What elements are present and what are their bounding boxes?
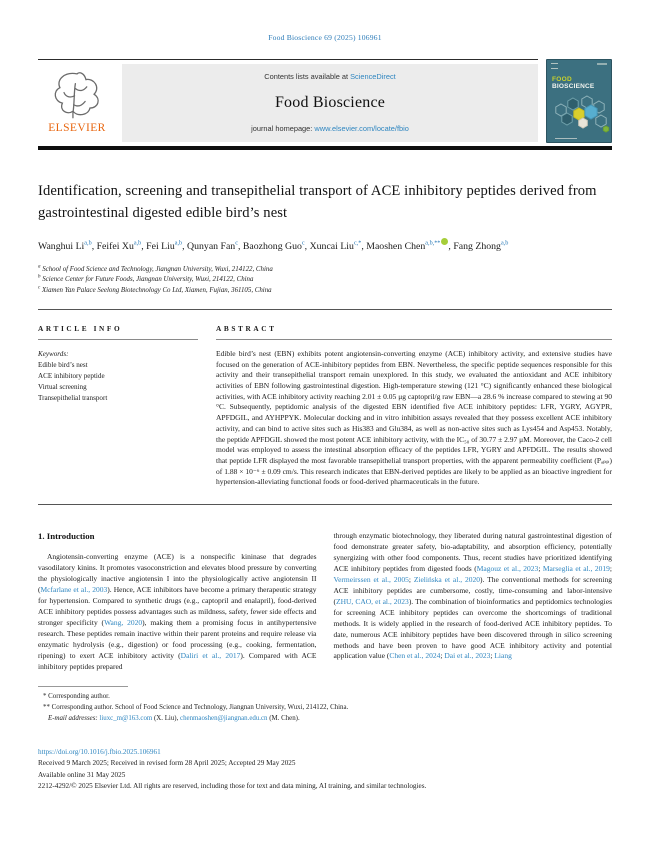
publication-history: Received 9 March 2025; Received in revised form 28 April 2025; Accepted 29 May 2025 xyxy=(38,759,296,768)
text-segment: through enzymatic biotechnology, they liberated during natural gastrointestinal digestion of food demonstrate greater safety, bio-adaptability, and absorption efficiency, potentially synergizing with other food components. Thus, recent studies have prioritized identifying ACE inhibitory peptides from digested foods ( xyxy=(333,531,612,573)
text-segment: ; xyxy=(408,574,414,584)
text-segment: ). The combination of bioinformatics and peptidomics technologies for screening ACE inhibitory peptides can overcome the shortcomings of traditional methods. It is widely applied in the research of food-derived ACE inhibitory peptides. To date, numerous ACE inhibitory peptides have been discovered through in silico screening methods and have been proven to have good ACE inhibitory activity and potential application value ( xyxy=(333,596,612,661)
cover-volume-mark xyxy=(597,63,607,65)
intro-paragraph-right xyxy=(334,531,613,662)
footnote-emails xyxy=(38,714,612,725)
abstract xyxy=(216,324,612,488)
text-segment: journal homepage: xyxy=(251,124,315,133)
keyword: ACE inhibitory peptide xyxy=(38,371,105,380)
link[interactable]: Daliri et al., 2017 xyxy=(180,650,241,660)
available-online: Available online 31 May 2025 xyxy=(38,770,126,779)
author-affiliation-sup: a,b xyxy=(174,239,183,247)
text-segment: ). Compared with ACE inhibitory peptides prepared xyxy=(38,650,317,671)
affiliation: $^a$ School of Food Science and Technology, Jiangnan University, Wuxi, 214122, China xyxy=(38,264,273,273)
author-affiliation-sup: a,b xyxy=(133,239,142,247)
author-list xyxy=(38,238,612,256)
footnote-corresponding-2: ** Corresponding author. School of Food Science and Technology, Jiangnan University, Wuxi, 214122, China. xyxy=(43,704,349,712)
author: Xuncai Liu$^{c,*}$, xyxy=(309,239,367,253)
section-heading: 1. Introduction xyxy=(38,531,95,542)
abstract-text: Edible bird’s nest (EBN) exhibits potent angiotensin-converting enzyme (ACE) inhibitory activity, and extensive studies have focused on the generation of ACE-inhibitory peptides from EBN. Nevertheless, the specific peptide sequences responsible for this activity and their transepithelial transport remain unexplored. In this study, we evaluated the antioxidant and ACE inhibitory activities of EBN following gastrointestinal digestion. High-temperature stewing (121 °C) significantly enhanced these biological activities, with ACE inhibitory activity reaching 2.01 ± 0.05 μg captopril/g raw EBN—a 28.6 % increase compared to stewing at 90 °C. Subsequently, peptidomic analysis of the digested EBN identified five ACE inhibitory peptides: LFR, YGRY, AGYPR, APFDGIL, and AYHPPYK. Molecular docking and in vitro inhibition assays revealed that they possess excellent ACE inhibitory activity, and can bind to active sites such as His383 and Glu384, as well as non-active sites such as Lys454 and Asp453. Notably, the peptide APFDGIL showed the most potent ACE inhibitory activity, with the IC₅₀ of 30.77 ± 2.97 μM. Moreover, the Caco-2 cell model was employed to assess the intestinal absorption efficacy of the peptides LFR, YGRY and APFDGIL. The results showed that peptide LFR displayed the most favorable transepithelial transport properties, with the apparent permeability coefficient (Pₐₚₚ) of 1.88 × 10⁻⁶ ± 0.09 cm/s. This research indicates that EBN-derived peptides are likely to be applied as an bioactive ingredient for hypertension-alleviating functional foods or food-derived pharmaceuticals in the future. xyxy=(216,348,612,487)
footnote-rule xyxy=(38,686,128,687)
footnotes xyxy=(38,686,612,724)
link[interactable]: chenmaoshen@jiangnan.edu.cn xyxy=(180,714,268,722)
abstract-heading: ABSTRACT xyxy=(216,323,277,333)
homepage-line xyxy=(130,124,530,133)
text-segment: Contents lists available at xyxy=(264,72,351,81)
text-segment: E-mail addresses: xyxy=(48,714,100,722)
article-info-heading: ARTICLE INFO xyxy=(38,323,123,333)
journal-cover-thumbnail[interactable] xyxy=(546,59,612,143)
author: Wanghui Li$^{a,b}$, xyxy=(38,239,97,253)
elsevier-wordmark: ELSEVIER xyxy=(48,122,106,134)
elsevier-logo xyxy=(38,64,116,142)
footnote-corresponding-1: * Corresponding author. xyxy=(43,693,110,701)
link[interactable]: Chen et al., 2024 xyxy=(389,651,441,661)
author: Qunyan Fan$^c$, xyxy=(187,239,243,253)
link[interactable]: Marseglia et al., 2019 xyxy=(542,563,610,573)
article-title: Identification, screening and transepithelial transport of ACE inhibitory peptides derived from gastrointestinal digested edible bird’s nest xyxy=(38,183,597,221)
author: Fang Zhong$^{a,b}$ xyxy=(453,239,509,253)
link[interactable]: liuxc_m@163.com xyxy=(99,714,153,722)
text-segment: ; xyxy=(440,651,445,661)
link[interactable]: Liang xyxy=(494,651,512,661)
heading-rule xyxy=(216,339,612,340)
author-affiliation-sup: c,* xyxy=(353,239,362,247)
text-segment: Angiotensin-converting enzyme (ACE) is a nonspecific kininase that degrades vasodilatory kinins. It promotes vasoconstriction and elevates blood pressure by converting the physiologically inactive angiotensin I into the physiologically active angiotensin II ( xyxy=(38,552,317,594)
link[interactable]: ZHU, CAO, et al., 2023 xyxy=(336,596,409,606)
author: Fei Liu$^{a,b}$, xyxy=(146,239,188,253)
text-segment: (M. Chen). xyxy=(267,714,300,722)
masthead-main xyxy=(38,59,538,142)
intro-paragraph-left xyxy=(38,552,317,672)
journal-masthead xyxy=(38,59,612,143)
link[interactable]: Dai et al., 2023 xyxy=(444,651,491,661)
author-affiliation-sup: c xyxy=(301,239,305,247)
author-affiliation-sup: c xyxy=(235,239,238,247)
author-affiliation-sup: a,b xyxy=(84,239,92,247)
cover-footer-mark xyxy=(555,138,577,140)
affiliation: $^b$ Science Center for Future Foods, Jiangnan University, Wuxi, 214122, China xyxy=(38,275,254,284)
link[interactable]: Wang, 2020 xyxy=(104,617,143,627)
affiliation: $^c$ Xiamen Yan Palace Seelong Biotechnology Co Ltd, Xiamen, Fujian, 361105, China xyxy=(38,285,272,295)
introduction-section xyxy=(38,531,612,672)
text-segment: ), making them a promising focus in antihypertensive research. These peptides remain inactive within their parent proteins and require release via enzymatic hydrolysis (e.g., digestion) or food processing (e.g., cooking, fermentation, ripening) to exert ACE inhibitory activity ( xyxy=(38,617,317,660)
link[interactable]: Zielińska et al., 2020 xyxy=(413,574,480,584)
text-segment: ; xyxy=(538,563,543,573)
link[interactable]: www.elsevier.com/locate/fbio xyxy=(314,124,409,133)
copyright-line: 2212-4292/© 2025 Elsevier Ltd. All rights are reserved, including those for text and data mining, AI training, and similar technologies. xyxy=(38,782,427,791)
author-affiliation-sup: a,b xyxy=(500,239,509,247)
heading-rule xyxy=(38,339,198,340)
text-segment: ; xyxy=(609,563,612,573)
cover-publisher-mark xyxy=(551,63,558,69)
affiliations xyxy=(38,265,612,297)
running-head-citation: Food Bioscience 69 (2025) 106961 xyxy=(268,33,382,42)
honeycomb-illustration xyxy=(547,90,612,134)
author: Feifei Xu$^{a,b}$, xyxy=(96,239,147,253)
article-info xyxy=(38,324,198,488)
keyword: Edible bird’s nest xyxy=(38,360,88,369)
keyword: Virtual screening xyxy=(38,382,87,391)
author: Baozhong Guo$^c$, xyxy=(242,239,310,253)
text-segment: ). Hence, ACE inhibitors have become a primary therapeutic strategy for hypertension. Compared to synthetic drugs (e.g., captopril and enalapril), food-derived ACE inhibitory peptides possess advantages such as mildness, safety, fewer side effects and stronger specificity ( xyxy=(38,584,317,627)
masthead-divider xyxy=(38,146,612,150)
keyword: Transepithelial transport xyxy=(38,393,108,402)
intro-left-column xyxy=(38,531,317,672)
cover-title: FOOD BIOSCIENCE xyxy=(552,76,595,91)
elsevier-tree-icon xyxy=(48,69,106,121)
link[interactable]: Mcfarlane et al., 2003 xyxy=(40,584,108,594)
journal-banner xyxy=(122,64,538,142)
keywords-label: Keywords: xyxy=(38,349,69,358)
intro-right-column xyxy=(334,531,613,672)
text-segment: ; xyxy=(490,651,495,661)
text-segment: (X. Liu), xyxy=(152,714,181,722)
author-affiliation-sup: a,b,** xyxy=(425,239,441,247)
link[interactable]: ScienceDirect xyxy=(350,72,396,81)
info-abstract-block xyxy=(38,309,612,505)
contents-line xyxy=(130,72,530,81)
author: Maoshen Chen$^{a,b,**}$ , xyxy=(366,239,454,253)
doi-link[interactable]: https://doi.org/10.1016/j.fbio.2025.106961 xyxy=(38,747,161,756)
text-segment: ). The conventional methods for screening ACE inhibitory peptides are cumbersome, costly, time-consuming and labor-intensive ( xyxy=(333,574,612,606)
journal-title: Food Bioscience xyxy=(274,93,386,111)
link[interactable]: Vermeirssen et al., 2005 xyxy=(333,574,409,584)
publication-info xyxy=(38,747,612,793)
link[interactable]: Magouz et al., 2023 xyxy=(476,563,539,573)
